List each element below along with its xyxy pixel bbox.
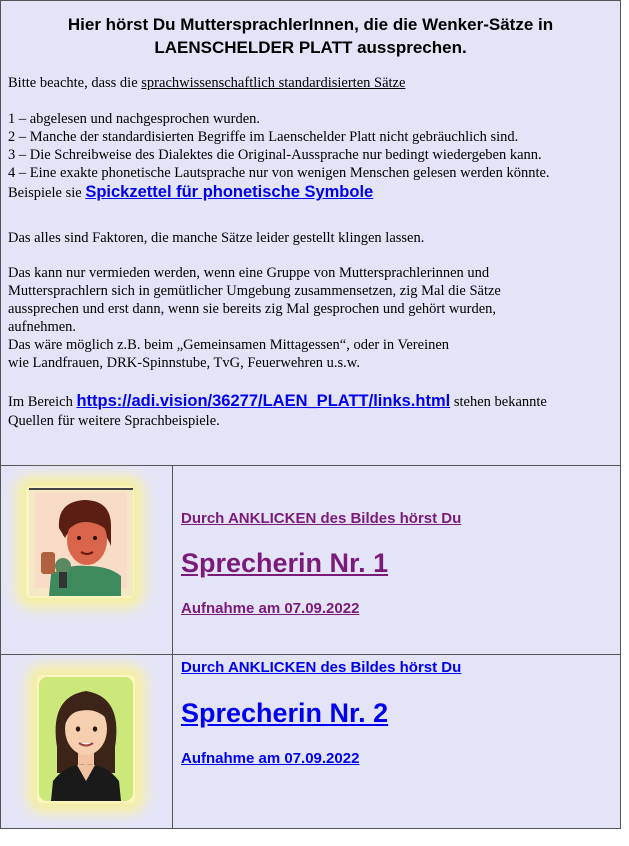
speaker-1-avatar-button[interactable] xyxy=(29,488,133,596)
para-line-4: aufnehmen. xyxy=(8,319,77,335)
speaker-1-click-hint-link[interactable]: Durch ANKLICKEN des Bildes hörst Du xyxy=(181,510,462,527)
speaker-row-2 xyxy=(1,655,620,828)
para-line-5: Das wäre möglich z.B. beim „Gemeinsamen Mittagessen“, oder in Vereinen xyxy=(8,337,450,353)
note-prefix: Bitte beachte, dass die xyxy=(8,75,142,91)
list-item-1: 1 – abgelesen und nachgesprochen wurden. xyxy=(8,111,261,127)
phonetic-symbols-link[interactable]: Spickzettel für phonetische Symbole xyxy=(85,183,374,201)
intro-section xyxy=(1,1,620,466)
speaker-2-avatar-button[interactable] xyxy=(39,677,133,801)
bereich-suffix: stehen bekannte xyxy=(450,394,547,410)
speaker-1-recording-link[interactable]: Aufnahme am 07.09.2022 xyxy=(181,600,360,617)
speaker-2-recording-link[interactable]: Aufnahme am 07.09.2022 xyxy=(181,750,360,767)
speaker-1-name-link[interactable]: Sprecherin Nr. 1 xyxy=(181,548,389,578)
bereich-line xyxy=(8,392,547,411)
examples-prefix: Beispiele sie xyxy=(8,185,86,201)
factors-paragraph: Das alles sind Faktoren, die manche Sätze leider gestellt klingen lassen. xyxy=(8,230,425,246)
para-line-1: Das kann nur vermieden werden, wenn eine Gruppe von Muttersprachlerinnen und xyxy=(8,265,490,281)
list-item-3: 3 – Die Schreibweise des Dialektes die Original-Aussprache nur bedingt wiedergeben kann. xyxy=(8,147,542,163)
list-item-4: 4 – Eine exakte phonetische Lautsprache nur von wenigen Menschen gelesen werden könnte. xyxy=(8,165,550,181)
bereich-prefix: Im Bereich xyxy=(8,394,77,410)
examples-line xyxy=(8,183,373,202)
speaker-row-1 xyxy=(1,466,620,655)
links-page-link[interactable]: https://adi.vision/36277/LAEN_PLATT/links.html xyxy=(76,392,451,410)
list-item-2: 2 – Manche der standardisierten Begriffe im Laenschelder Platt nicht gebräuchlich sind. xyxy=(8,129,519,145)
speaker-2-image-cell xyxy=(1,655,173,828)
para-line-6: wie Landfrauen, DRK-Spinnstube, TvG, Feuerwehren u.s.w. xyxy=(8,355,360,371)
para-line-2: Muttersprachlern sich in gemütlicher Umgebung zusammensetzen, zig Mal die Sätze xyxy=(8,283,501,299)
bereich-line-2: Quellen für weitere Sprachbeispiele. xyxy=(8,413,220,429)
note-paragraph xyxy=(8,74,405,92)
heading-line-2: LAENSCHELDER PLATT aussprechen. xyxy=(154,38,467,57)
speaker-1-image-cell xyxy=(1,466,173,654)
speaker-2-click-hint-link[interactable]: Durch ANKLICKEN des Bildes hörst Du xyxy=(181,659,462,676)
speaker-2-name-link[interactable]: Sprecherin Nr. 2 xyxy=(181,698,389,728)
speaker-1-text-cell xyxy=(173,466,620,654)
page-heading xyxy=(1,13,620,59)
heading-line-1: Hier hörst Du MuttersprachlerInnen, die die Wenker-Sätze in xyxy=(67,15,554,34)
para-line-3: aussprechen und erst dann, wenn sie bereits zig Mal gesprochen und gehört wurden, xyxy=(8,301,497,317)
speaker-2-text-cell xyxy=(173,655,620,828)
note-underlined: sprachwissenschaftlich standardisierten Sätze xyxy=(141,75,406,91)
